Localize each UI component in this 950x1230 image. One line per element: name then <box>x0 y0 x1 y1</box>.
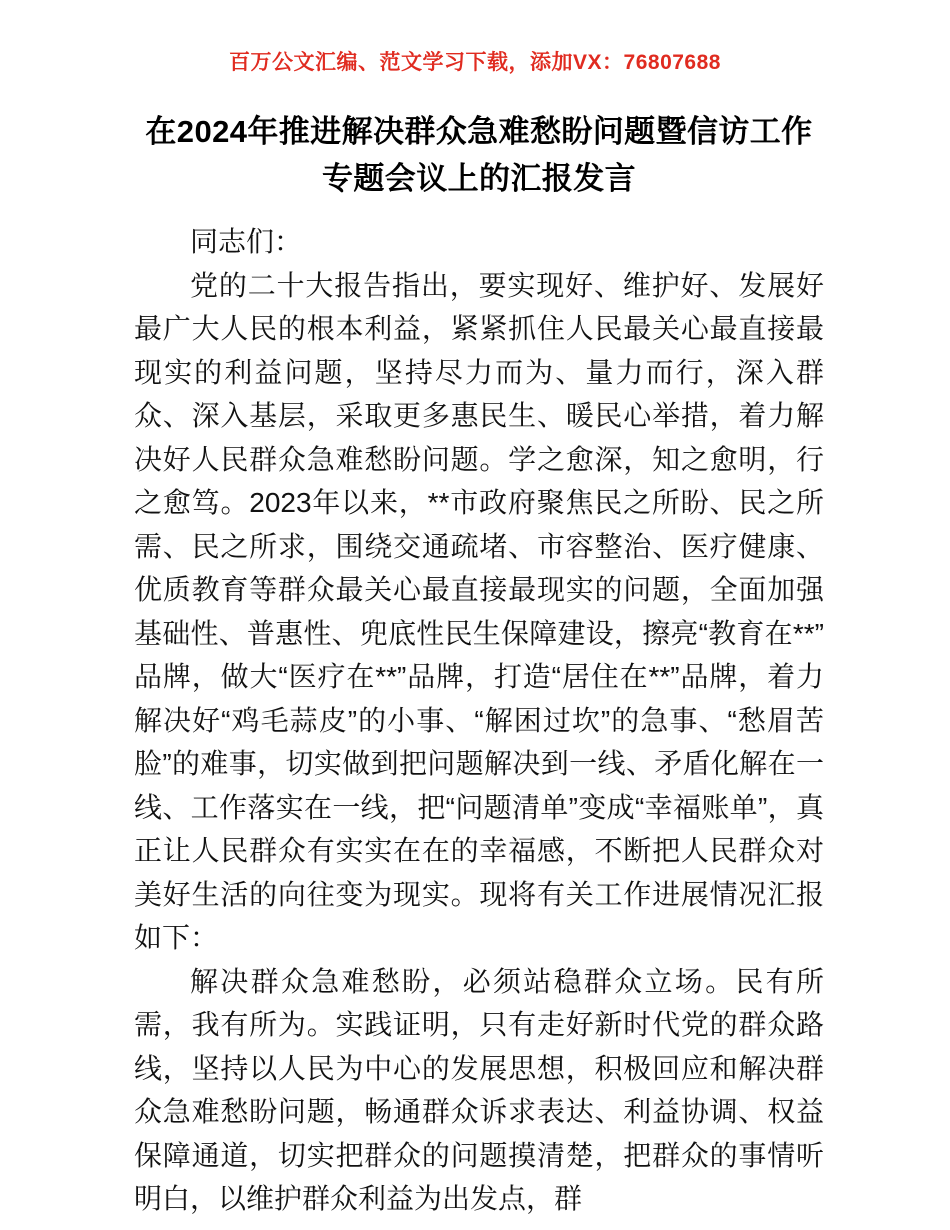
document-content-column <box>134 108 824 1221</box>
document-body <box>134 220 824 1221</box>
paragraph-2: 解决群众急难愁盼，必须站稳群众立场。民有所需，我有所为。实践证明，只有走好新时代党的群众路线，坚持以人民为中心的发展思想，积极回应和解决群众急难愁盼问题，畅通群众诉求表达、利益协调、权益保障通道，切实把群众的问题摸清楚，把群众的事情听明白，以维护群众利益为出发点，群 <box>134 965 824 1215</box>
promo-header-text: 百万公文汇编、范文学习下载，添加VX：76807688 <box>229 51 721 74</box>
paragraph-salutation: 同志们： <box>190 226 303 258</box>
page-title: 在2024年推进解决群众急难愁盼问题暨信访工作专题会议上的汇报发言 <box>145 114 813 197</box>
paragraph-1: 党的二十大报告指出，要实现好、维护好、发展好最广大人民的根本利益，紧紧抓住人民最关心最直接最现实的利益问题，坚持尽力而为、量力而行，深入群众、深入基层，采取更多惠民生、暖民心举措，着力解决好人民群众急难愁盼问题。学之愈深，知之愈明，行之愈笃。2023年以来，**市政府聚焦民之所盼、民之所需、民之所求，围绕交通疏堵、市容整治、医疗健康、优质教育等群众最关心最直接最现实的问题，全面加强基础性、普惠性、兜底性民生保障建设，擦亮“教育在**”品牌，做大“医疗在**”品牌，打造“居住在**”品牌，着力解决好“鸡毛蒜皮”的小事、“解困过坎”的急事、“愁眉苦脸”的难事，切实做到把问题解决到一线、矛盾化解在一线、工作落实在一线，把“问题清单”变成“幸福账单”，真正让人民群众有实实在在的幸福感，不断把人民群众对美好生活的向往变为现实。现将有关工作进展情况汇报如下： <box>134 269 824 954</box>
promo-header-banner <box>0 52 950 73</box>
